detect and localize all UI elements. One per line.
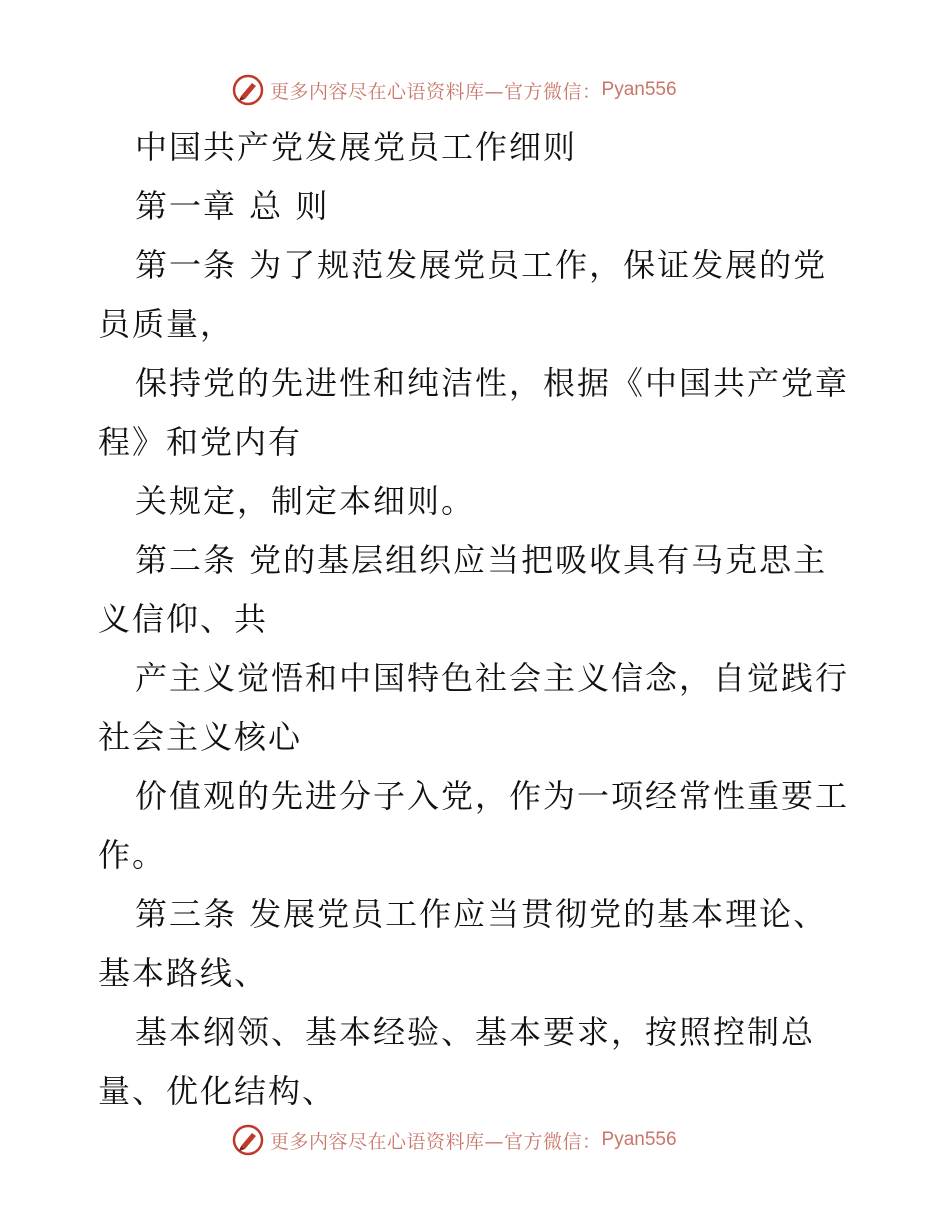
chapter-heading: 第一章 总 则 <box>135 187 330 225</box>
pen-logo-icon <box>232 1124 264 1156</box>
text-line: 作。 <box>98 836 167 874</box>
watermark-wechat-id: Pyan556 <box>601 79 677 100</box>
text-line: 产主义觉悟和中国特色社会主义信念，自觉践行 <box>135 659 850 697</box>
text-line: 程》和党内有 <box>98 423 303 461</box>
pen-logo-icon <box>232 74 264 106</box>
text-line: 基本路线、 <box>98 954 269 992</box>
text-line: 第二条 党的基层组织应当把吸收具有马克思主 <box>135 541 828 579</box>
document-title: 中国共产党发展党员工作细则 <box>135 128 578 166</box>
text-line: 第一条 为了规范发展党员工作，保证发展的党 <box>135 246 828 284</box>
text-line: 员质量， <box>98 305 235 343</box>
footer-watermark <box>232 1123 677 1157</box>
text-line: 保持党的先进性和纯洁性，根据《中国共产党章 <box>135 364 850 402</box>
header-watermark <box>232 73 677 107</box>
text-line: 社会主义核心 <box>98 718 303 756</box>
text-line: 第三条 发展党员工作应当贯彻党的基本理论、 <box>135 895 828 933</box>
watermark-wechat-id: Pyan556 <box>601 1129 677 1150</box>
text-line: 关规定，制定本细则。 <box>135 482 476 520</box>
text-line: 量、优化结构、 <box>98 1072 337 1110</box>
watermark-text: 更多内容尽在心语资料库—官方微信： <box>270 80 602 103</box>
text-line: 义信仰、共 <box>98 600 269 638</box>
text-line: 价值观的先进分子入党，作为一项经常性重要工 <box>135 777 850 815</box>
watermark-text: 更多内容尽在心语资料库—官方微信： <box>270 1130 602 1153</box>
text-line: 基本纲领、基本经验、基本要求，按照控制总 <box>135 1013 816 1051</box>
